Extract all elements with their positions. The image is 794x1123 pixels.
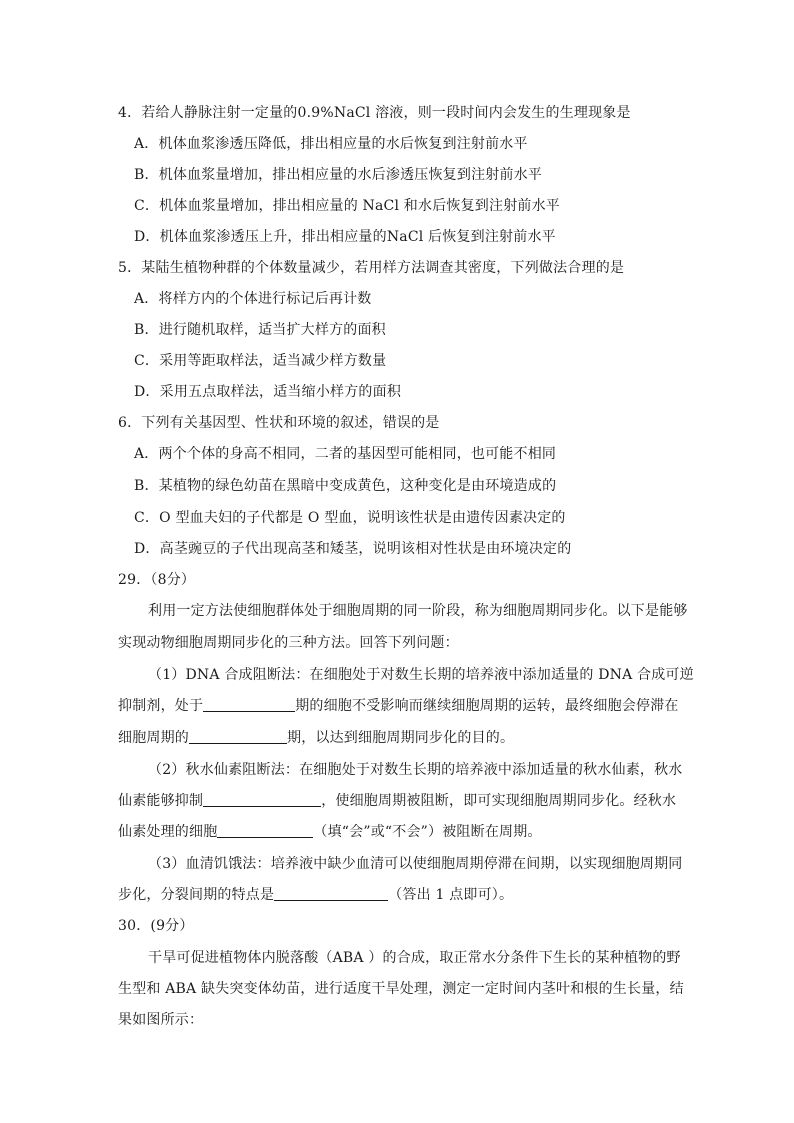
question-4-stem: 4．若给人静脉注射一定量的0.9%NaCl 溶液，则一段时间内会发生的生理现象是	[118, 105, 631, 121]
question-6-option-a: A．两个个体的身高不相同，二者的基因型可能相同，也可能不相同	[134, 446, 557, 462]
question-29-part-3-line-2	[118, 885, 513, 905]
question-29-part-3-line-1: （3）血清饥饿法：培养液中缺少血清可以使细胞周期停滞在间期，以实现细胞周期同	[148, 856, 683, 872]
part-2-text-c: 仙素处理的细胞	[118, 824, 218, 840]
question-5-option-a: A．将样方内的个体进行标记后再计数	[134, 291, 372, 307]
question-29-part-2-line-3	[118, 822, 542, 842]
question-29-intro-line-2: 实现动物细胞周期同步化的三种方法。回答下列问题：	[118, 635, 459, 651]
question-4-option-d: D．机体血浆渗透压上升，排出相应量的NaCl 后恢复到注射前水平	[134, 229, 556, 245]
question-30-header: 30．(9分）	[118, 918, 194, 934]
question-5-option-c: C．采用等距取样法，适当减少样方数量	[134, 353, 387, 369]
part-1-text-b: 期的细胞不受影响而继续细胞周期的运转，最终细胞会停滞在	[295, 698, 679, 714]
question-6-stem: 6．下列有关基因型、性状和环境的叙述，错误的是	[118, 415, 440, 431]
question-29-part-2-line-1: （2）秋水仙素阻断法：在细胞处于对数生长期的培养液中添加适量的秋水仙素，秋水	[148, 762, 683, 778]
part-1-text-c: 细胞周期的	[118, 730, 189, 746]
question-29-part-1-line-1: （1）DNA 合成阻断法：在细胞处于对数生长期的培养液中添加适量的 DNA 合成可逆	[148, 667, 694, 683]
question-29-part-2-line-2	[118, 791, 676, 811]
question-6-option-c: C．O 型血夫妇的子代都是 O 型血，说明该性状是由遗传因素决定的	[134, 510, 566, 526]
part-1-text-d: 期，以达到细胞周期同步化的目的。	[287, 730, 515, 746]
question-5-option-b: B．进行随机取样，适当扩大样方的面积	[134, 322, 386, 338]
part-2-text-b: ，使细胞周期被阻断，即可实现细胞周期同步化。经秋水	[321, 793, 677, 809]
question-29-intro-line-1: 利用一定方法使细胞群体处于细胞周期的同一阶段，称为细胞周期同步化。以下是能够	[148, 603, 688, 619]
answer-blank-1[interactable]	[203, 697, 295, 712]
part-3-text-a: 步化，分裂间期的特点是	[118, 887, 275, 903]
answer-blank-4[interactable]	[217, 823, 313, 838]
question-29-header: 29．（8分）	[118, 572, 196, 588]
question-30-line-3: 果如图所示：	[118, 1012, 204, 1028]
answer-blank-2[interactable]	[189, 729, 287, 744]
question-29-part-1-line-2	[118, 696, 679, 716]
question-30-line-2: 生型和 ABA 缺失突变体幼苗，进行适度干旱处理，测定一定时间内茎叶和根的生长量，结	[118, 981, 684, 997]
question-30-line-1: 干旱可促进植物体内脱落酸（ABA ）的合成，取正常水分条件下生长的某种植物的野	[148, 950, 681, 966]
question-4-option-c: C．机体血浆量增加，排出相应量的 NaCl 和水后恢复到注射前水平	[134, 198, 560, 214]
answer-blank-3[interactable]	[203, 792, 321, 807]
question-29-part-1-line-3	[118, 728, 514, 748]
question-6-option-b: B．某植物的绿色幼苗在黑暗中变成黄色，这种变化是由环境造成的	[134, 478, 557, 494]
question-4-option-b: B．机体血浆量增加，排出相应量的水后渗透压恢复到注射前水平	[134, 167, 543, 183]
question-4-option-a: A．机体血浆渗透压降低，排出相应量的水后恢复到注射前水平	[134, 136, 528, 152]
question-6-option-d: D．高茎豌豆的子代出现高茎和矮茎，说明该相对性状是由环境决定的	[134, 541, 572, 557]
question-5-option-d: D．采用五点取样法，适当缩小样方的面积	[134, 384, 402, 400]
part-2-text-d: （填“会”或“不会”）被阻断在周期。	[313, 824, 542, 840]
part-3-text-b: （答出 1 点即可）。	[388, 887, 514, 903]
question-5-stem: 5．某陆生植物种群的个体数量减少，若用样方法调查其密度，下列做法合理的是	[118, 260, 625, 276]
answer-blank-5[interactable]	[274, 886, 388, 901]
part-1-text-a: 抑制剂，处于	[118, 698, 204, 714]
part-2-text-a: 仙素能够抑制	[118, 793, 204, 809]
